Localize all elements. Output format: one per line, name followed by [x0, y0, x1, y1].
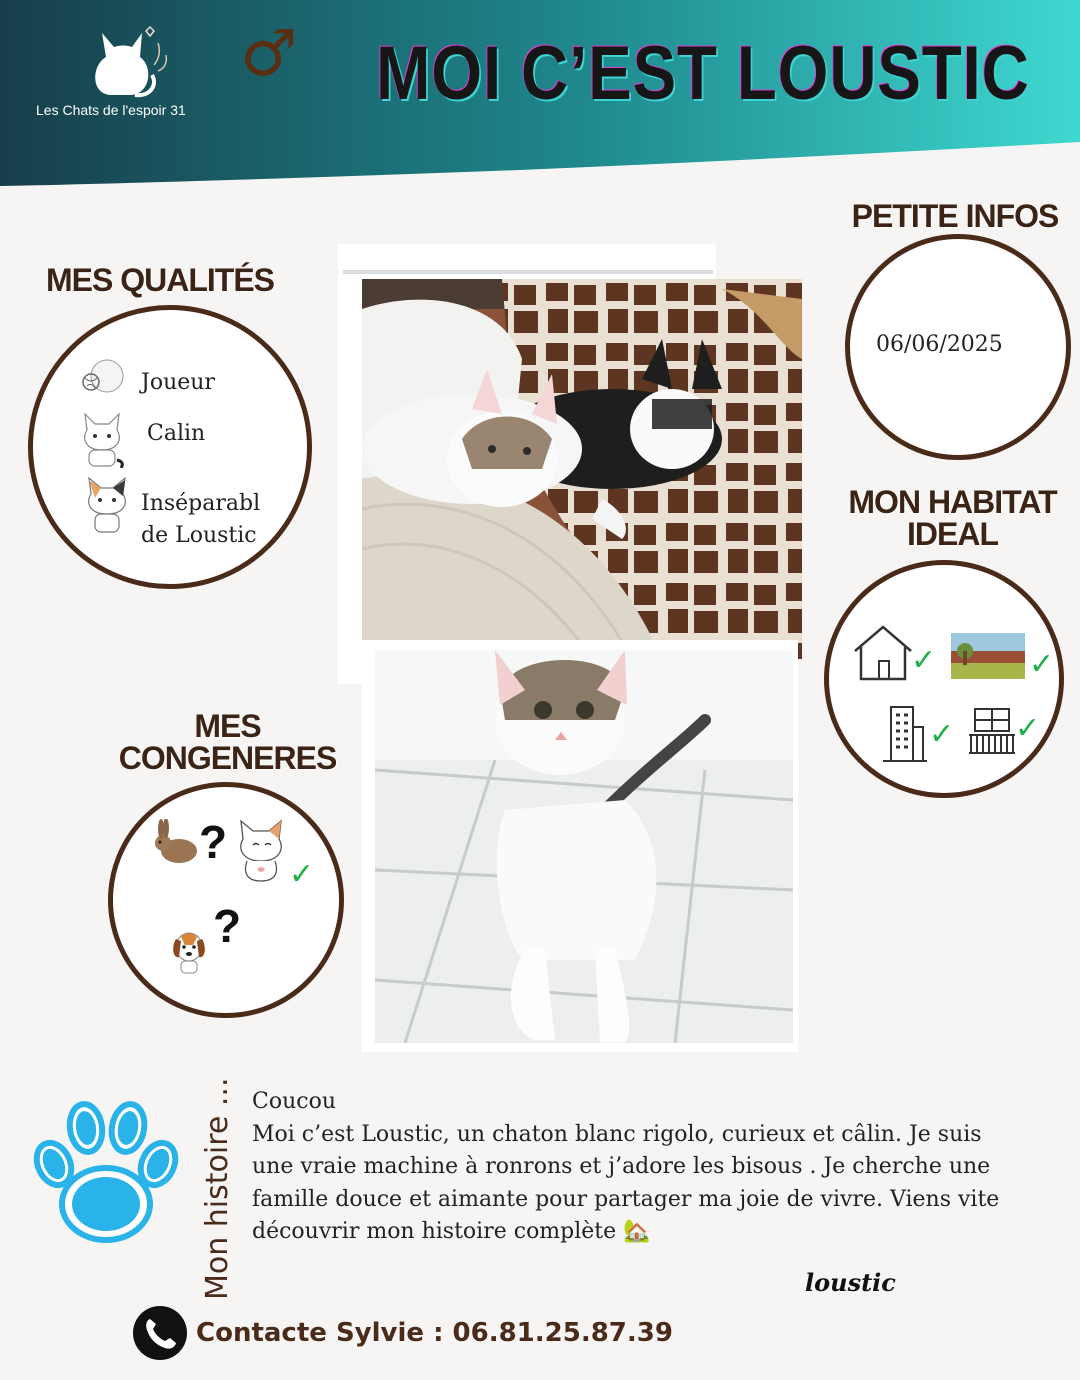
check-icon: ✓ — [1015, 711, 1041, 746]
story-body: Moi c’est Loustic, un chaton blanc rigolo, curieux et câlin. Je suis une vraie machine à ronrons et j’adore les bisous . Je cherche une famille douce et aimante pour partager ma joie de vivre. Viens vite découvrir mon histoire complète 🏡 — [252, 1121, 1000, 1244]
playing-cat-icon — [77, 352, 125, 400]
congeneres-circle — [108, 782, 344, 1018]
congeneres-heading-line1: MES — [194, 708, 261, 744]
house-icon — [851, 623, 915, 681]
check-icon: ✓ — [911, 643, 937, 678]
qualite-label-line1: Inséparabl — [141, 491, 261, 516]
balcony-icon — [967, 705, 1017, 755]
congeneres-heading — [110, 710, 345, 774]
congeneres-heading-line2: CONGENERES — [118, 740, 337, 776]
check-icon: ✓ — [929, 717, 955, 752]
paw-icon — [26, 1094, 186, 1254]
check-icon: ✓ — [1029, 647, 1055, 682]
cat-icon — [233, 817, 289, 883]
habitat-heading-line2: IDEAL — [907, 516, 998, 552]
signature: loustic — [805, 1268, 896, 1297]
apartment-building-icon — [881, 703, 929, 763]
qualite-label-line2: de Loustic — [141, 523, 257, 548]
habitat-circle — [824, 560, 1064, 798]
male-symbol-icon: ♂ — [240, 17, 298, 91]
habitat-heading-line1: MON HABITAT — [848, 484, 1057, 520]
qualite-label: Calin — [147, 421, 206, 446]
infos-heading: PETITE INFOS — [851, 198, 1059, 234]
qualite-label: Joueur — [141, 370, 215, 395]
page-title: MOI C’EST LOUSTIC — [376, 31, 1030, 116]
story-text — [252, 1086, 1022, 1249]
birth-date: 06/06/2025 — [876, 332, 1003, 357]
phone-icon — [132, 1305, 188, 1361]
photo-kitten-standing — [375, 650, 793, 1043]
dog-icon — [169, 927, 209, 975]
qualites-circle — [28, 305, 312, 589]
qualite-label — [141, 488, 260, 552]
logo-cat-icon — [80, 25, 170, 101]
calico-cat-icon — [81, 476, 133, 536]
unknown-status-icon: ? — [213, 900, 242, 952]
qualites-heading: MES QUALITÉS — [45, 262, 274, 298]
habitat-heading — [835, 486, 1070, 550]
photo-two-kittens — [362, 279, 802, 659]
story-greeting: Coucou — [252, 1089, 336, 1114]
cuddly-cat-icon — [77, 410, 127, 468]
check-icon: ✓ — [289, 857, 315, 892]
photo-frame-edge — [343, 270, 713, 274]
rabbit-icon — [151, 819, 201, 865]
unknown-status-icon: ? — [199, 816, 228, 868]
contact-line[interactable]: Contacte Sylvie : 06.81.25.87.39 — [196, 1318, 673, 1348]
story-label: Mon histoire ... — [200, 1077, 235, 1300]
garden-icon — [951, 633, 1025, 679]
logo-text: Les Chats de l'espoir 31 — [36, 102, 186, 118]
